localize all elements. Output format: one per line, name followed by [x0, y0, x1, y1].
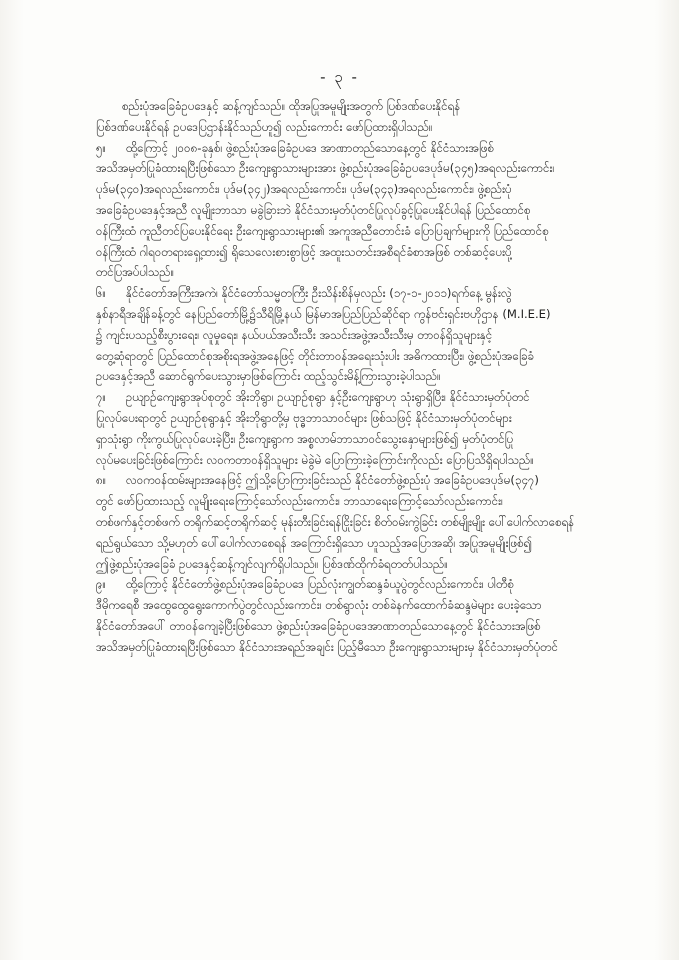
text-line: ထို့ကြောင့် ၂၀၀၈-ခုနှစ်၊ ဖွဲ့စည်းပုံအခြေခံဥပဒေ အာဏာတည်သောနေ့တွင် နိုင်ငံသားအဖြစ် [126, 140, 495, 155]
text-line: ဤဖွဲ့စည်းပုံအခြေခံ ဥပဒေနှင့်ဆန့်ကျင်လျက်ရှိပါသည်။ ပြစ်ဒဏ်ထိုက်ခံရတတ်ပါသည်။ [96, 556, 448, 571]
text-line: ဥပဒေနှင့်အညီ ဆောင်ရွက်ပေးသွားမှာဖြစ်ကြောင်း ထည့်သွင်းမိန့်ကြားသွားခဲ့ပါသည်။ [96, 369, 441, 384]
paragraph-6 [96, 283, 616, 387]
paragraph-number: ၆။ [96, 286, 107, 301]
text-line: ဥယျာဉ်ကျေးရွာအုပ်စုတွင် အိုးဘိုရွာ၊ ဥယျာဉ်စုရွာ နှင့်ဦးကျေးရွာဟု သုံးရွာရှိပြီး၊ နိုင်ငံသားမှတ်ပုံတင် [126, 390, 530, 405]
text-line: ရှာသုံးရွာ ကိုးကွယ်ပြုလုပ်ပေးခဲ့ပြီး၊ ဦးကျေးရွာက အစ္စလာမ်ဘာသာဝင်သွေးနှောများဖြစ်၍ မှတ်ပုံတင်ပြု [96, 431, 514, 446]
text-line: ထို့ကြောင့် နိုင်ငံတော်ဖွဲ့စည်းပုံအခြေခံဥပဒေ ပြည်လုံးကျွတ်ဆန္ဒခံယူပွဲတွင်လည်းကောင်း၊ ပါတီစုံ [126, 577, 514, 592]
text-line: အသိအမှတ်ပြုခံထားရပြီးဖြစ်သော နိုင်ငံသားအရည်အချင်း ပြည့်မီသော ဦးကျေးရွာသားများမှ နိုင်ငံသားမှတ်ပုံတင် [96, 639, 559, 654]
text-line: နှစ်နာရီအချိန်ခန့်တွင် နေပြည်တော်မြို့၌သီရိမြို့နယ် မြန်မာအပြည်ပြည်ဆိုင်ရာ ကွန်ဗင်းရှင်းဗဟိုဌာန (M.I.E.E) [96, 306, 551, 321]
paragraph-8 [96, 470, 616, 574]
text-line: လဝကဝန်ထမ်းများအနေဖြင့် ဤသို့ပြောကြားခြင်းသည် နိုင်ငံတော်ဖွဲ့စည်းပုံ အခြေခံဥပဒေပုဒ်မ(၃၄၇) [126, 473, 539, 488]
paragraph-continuation [96, 96, 616, 138]
text-line: လုပ်မပေးခြင်းဖြစ်ကြောင်း လဝကတာဝန်ရှိသူများ မဲခွဲမဲ ပြောကြားခဲ့ကြောင်းကိုလည်း ပြောပြသိရှိရပါသည်။ [96, 452, 534, 467]
paragraph-5 [96, 138, 616, 284]
document-body [96, 96, 616, 658]
paragraph-7 [96, 387, 616, 470]
paragraph-number: ၇။ [96, 390, 107, 405]
text-line: တွေ့ဆုံရာတွင် ပြည်ထောင်စုအစိုးရအဖွဲ့အနေဖြင့် တိုင်းတာဝန်အရေးသုံးပါး အဓိကထားပြီး၊ ဖွဲ့စည်းပုံအခြေခံ [96, 348, 534, 363]
text-line: ၌ ကျင်းပသည့်စီးပွားရေး၊ လူမှုရေး၊ နယ်ပယ်အသီးသီး အသင်းအဖွဲ့အသီးသီးမှ တာဝန်ရှိသူများနှင့် [96, 327, 493, 342]
paragraph-number: ၈။ [96, 473, 107, 488]
text-line: ပြုလုပ်ပေးရာတွင် ဥယျာဉ်စုရွာနှင့် အိုးဘိုရွာတို့မှ ဗုဒ္ဓဘာသာဝင်များ ဖြစ်သဖြင့် နိုင်ငံသားမှတ်ပုံတင်များ [96, 410, 512, 425]
text-line: ဒီမိုကရေစီ အထွေထွေရွေးကောက်ပွဲတွင်လည်းကောင်း၊ တစ်ရွာလုံး တစ်ခဲနက်ထောက်ခံဆန္ဒမဲများ ပေးခဲ့သော [96, 598, 542, 613]
text-line: စည်းပုံအခြေခံဥပဒေနှင့် ဆန့်ကျင်သည်။ ထိုအပြုအမူမျိုးအတွက် ပြစ်ဒဏ်ပေးနိုင်ရန် [122, 99, 461, 113]
page-number: - ၃ - [320, 68, 359, 86]
text-line: ရည်ရွယ်သော သို့မဟုတ် ပေါ်ပေါက်လာစေရန် အကြောင်းရှိသော ဟူသည့်အပြောအဆို၊ အပြုအမူမျိုးဖြစ်၍ [96, 535, 533, 550]
text-line: နိုင်ငံတော်အကြီးအကဲ၊ နိုင်ငံတော်သမ္မတကြီး ဦးသိန်းစိန်မှလည်း (၁၇-၁-၂၀၁၁)ရက်နေ့ မွန်းလွဲ [126, 286, 512, 301]
text-line: တွင် ဖော်ပြထားသည့် လူမျိုးရေးကြောင့်သော်လည်းကောင်း၊ ဘာသာရေးကြောင့်သော်လည်းကောင်း၊ [96, 494, 503, 509]
text-line: ဝန်ကြီးထံ ကူညီတင်ပြပေးနိုင်ရေး ဦးကျေးရွာသားများ၏ အကူအညီတောင်းခံ ပြောပြချက်များကို ပြည်ထောင်စု [96, 223, 549, 238]
text-line: နိုင်ငံတော်အပေါ် တာဝန်ကျေခဲ့ပြီးဖြစ်သော ဖွဲ့စည်းပုံအခြေခံဥပဒေအာဏာတည်သောနေ့တွင် နိုင်ငံသားအဖြစ် [96, 618, 541, 633]
text-line: အခြေခံဥပဒေနှင့်အညီ လူမျိုးဘာသာ မခွဲခြားဘဲ နိုင်ငံသားမှတ်ပုံတင်ပြုလုပ်ခွင့်ပြုပေးနိုင်ပါရန် ပြည်ထောင်စု [96, 202, 531, 217]
paragraph-9 [96, 574, 616, 657]
text-line: ဝန်ကြီးထံ ဂါရဝတရားရှေ့ထား၍ ရိုသေလေးစားစွာဖြင့် အထူးသတင်းအစီရင်ခံစာအဖြစ် တစ်ဆင့်ပေးပို့ [96, 244, 512, 259]
text-line: ပြစ်ဒဏ်ပေးနိုင်ရန် ဥပဒေပြဌာန်းနိုင်သည်ဟူ၍ လည်းကောင်း ဖော်ပြထားရှိပါသည်။ [96, 119, 433, 134]
text-line: အသိအမှတ်ပြုခံထားရပြီးဖြစ်သော ဦးကျေးရွာသားများအား ဖွဲ့စည်းပုံအခြေခံဥပဒေပုဒ်မ(၃၄၅)အရလည်းကောင်း၊ [96, 161, 555, 176]
paragraph-number: ၉။ [96, 577, 107, 592]
text-line: တင်ပြအပ်ပါသည်။ [96, 265, 175, 280]
text-line: ပုဒ်မ(၃၄၀)အရလည်းကောင်း၊ ပုဒ်မ(၃၄၂)အရလည်းကောင်း၊ ပုဒ်မ(၃၄၃)အရလည်းကောင်း၊ ဖွဲ့စည်းပုံ [96, 182, 512, 197]
paragraph-number: ၅။ [96, 140, 107, 155]
text-line: တစ်ဖက်နှင့်တစ်ဖက် တရိုက်ဆင့်တရိုက်ဆင့် မုန်းတီးခြင်းရန်ငြိုးခြင်း စိတ်ဝမ်းကွဲခြင်း တစ်မျိုးမျိုး ပေါ်ပေါက်လာစေရန် [96, 514, 575, 529]
